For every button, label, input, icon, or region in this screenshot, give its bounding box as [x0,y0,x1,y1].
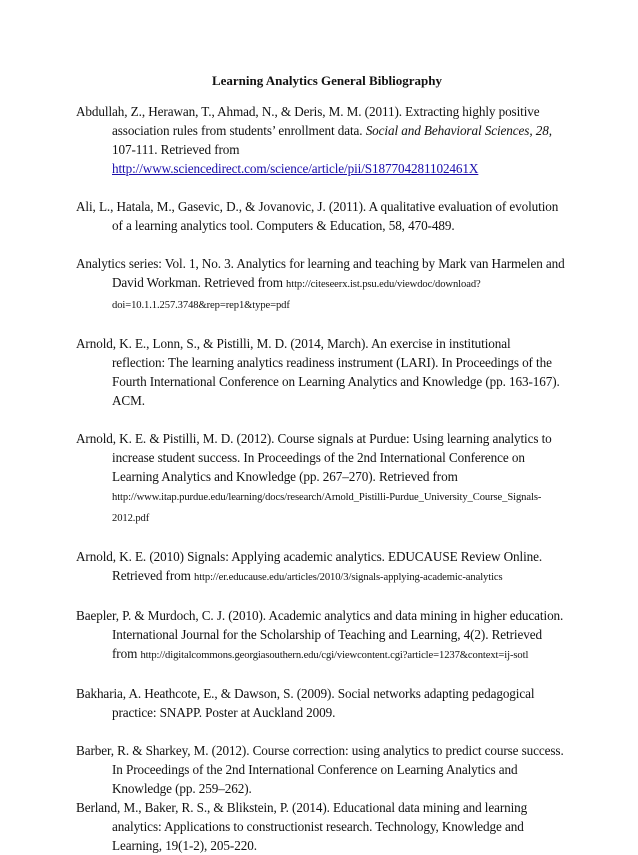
journal-title: Social and Behavioral Sciences, 28 [365,123,549,138]
entry-text: Abdullah, Z., Herawan, T., Ahmad, N., & Deris, M. M. (2011). Extracting highly positive association rules from students’ enrollment data. [76,104,540,138]
entry-text: Berland, M., Baker, R. S., & Blikstein, P. (2014). Educational data mining and learning analytics: Applications to constructionist research. Technology, Knowledge and Learning, 19(1-2), 205-220. [76,800,528,853]
entry-link[interactable]: http://www.sciencedirect.com/science/article/pii/S187704281102461X [112,161,479,176]
entry-text: Barber, R. & Sharkey, M. (2012). Course correction: using analytics to predict course success. In Proceedings of the 2nd International Conference on Learning Analytics and Knowledge (pp. 259–262). [76,743,564,796]
entry-text: Baepler, P. & Murdoch, C. J. (2010). Academic analytics and data mining in higher education. International Journal for the Scholarship of Teaching and Learning, 4(2). Retrieved from [76,608,564,661]
entry-text: , 107-111. Retrieved from [112,123,552,157]
entry-url-text: http://citeseerx.ist.psu.edu/viewdoc/download?doi=10.1.1.257.3748&rep=rep1&type=pdf [112,279,481,311]
bibliography-entry-berland [76,798,566,855]
entry-text: Arnold, K. E. & Pistilli, M. D. (2012). Course signals at Purdue: Using learning analytics to increase student success. In Proceedings of the 2nd International Conference on Learning Analytics and Knowledge (pp. 267–270). Retrieved from [76,431,552,484]
entry-text: Bakharia, A. Heathcote, E., & Dawson, S. (2009). Social networks adapting pedagogical practice: SNAPP. Poster at Auckland 2009. [76,686,535,720]
entry-url-text: http://www.itap.purdue.edu/learning/docs/research/Arnold_Pistilli-Purdue_University_Course_Signals-2012.pdf [112,492,542,524]
bibliography-entry-ali [76,197,566,235]
entry-text: Analytics series: Vol. 1, No. 3. Analytics for learning and teaching by Mark van Harmelen and David Workman. Retrieved from [76,256,565,290]
entry-text: Arnold, K. E. (2010) Signals: Applying academic analytics. EDUCAUSE Review Online. Retrieved from [76,549,543,583]
bibliography-entry-arnold-2014 [76,334,566,410]
bibliography-entry-arnold-2010 [76,547,566,587]
entry-text: Arnold, K. E., Lonn, S., & Pistilli, M. D. (2014, March). An exercise in institutional reflection: The learning analytics readiness instrument (LARI). In Proceedings of the Fourth International Conference on Learning Analytics and Knowledge (pp. 163-167). ACM. [76,336,560,408]
bibliography-entry-barber [76,741,566,798]
bibliography-entry-analytics-series [76,254,566,315]
bibliography-entry-bakharia [76,684,566,722]
bibliography-entry-arnold-2012 [76,429,566,528]
entry-url-text: http://digitalcommons.georgiasouthern.edu/cgi/viewcontent.cgi?article=1237&context=ij-sotl [140,650,529,661]
bibliography-entry-baepler [76,606,566,665]
entry-url-text: http://er.educause.edu/articles/2010/3/signals-applying-academic-analytics [194,572,503,583]
entry-text: Ali, L., Hatala, M., Gasevic, D., & Jovanovic, J. (2011). A qualitative evaluation of evolution of a learning analytics tool. Computers & Education, 58, 470-489. [76,199,559,233]
bibliography-entry-abdullah [76,102,566,178]
page-title: Learning Analytics General Bibliography [211,73,443,88]
